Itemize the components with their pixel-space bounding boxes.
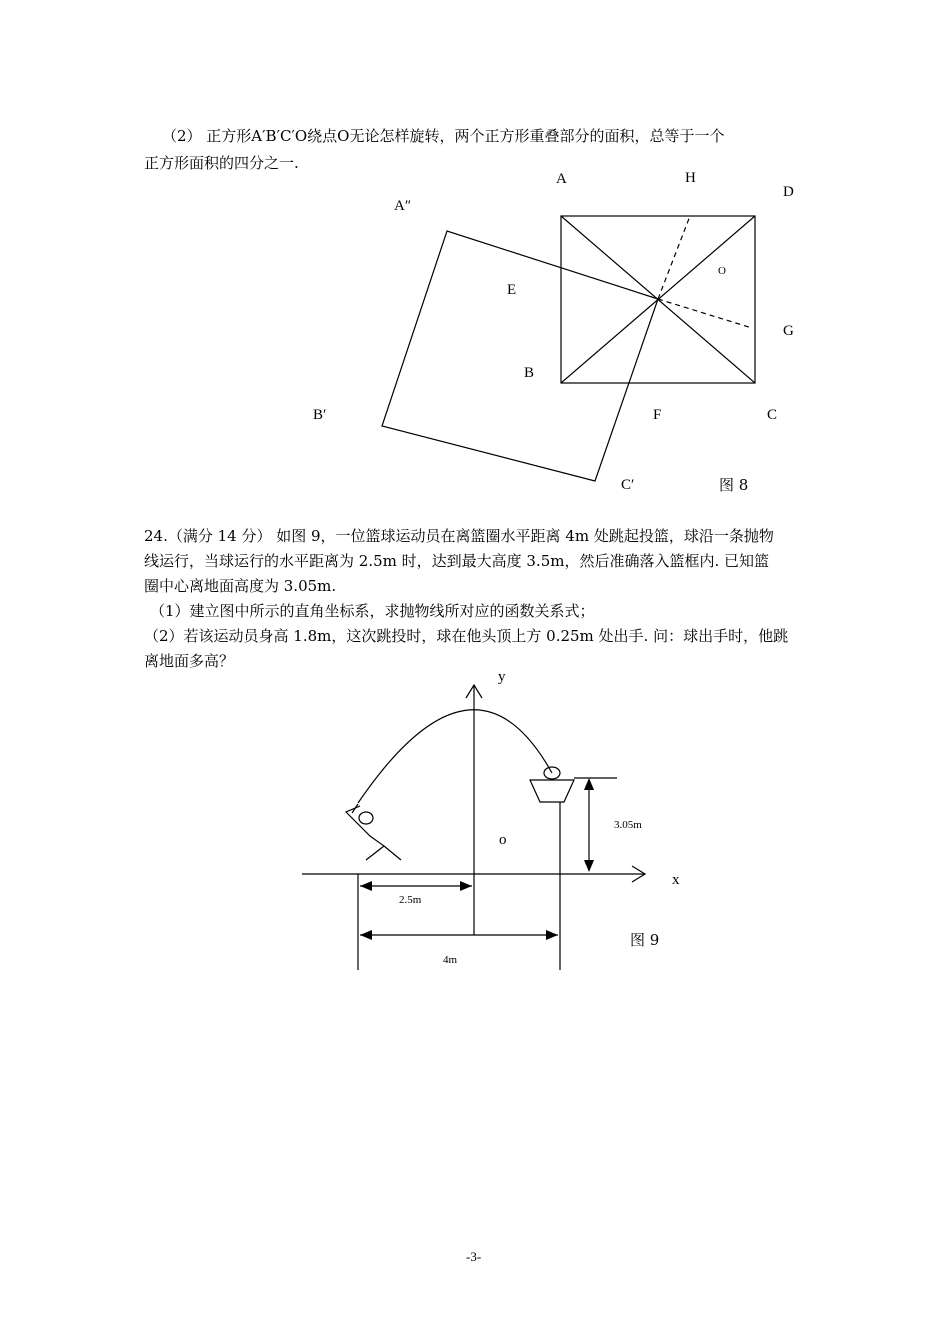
label-h: H bbox=[685, 170, 696, 186]
label-g: G bbox=[783, 323, 794, 339]
label-d: D bbox=[783, 184, 794, 200]
player-body bbox=[346, 806, 401, 860]
label-a-double-prime: A″ bbox=[394, 198, 412, 214]
label-e: E bbox=[507, 282, 517, 298]
q24-sub-2-line-1: （2）若该运动员身高 1.8m，这次跳投时，球在他头顶上方 0.25m 处出手. 问：球出手时，他跳 bbox=[144, 627, 789, 645]
label-c-prime: C′ bbox=[621, 477, 635, 493]
fig9-dist-2-5m-label: 2.5m bbox=[399, 894, 422, 906]
label-o: O bbox=[718, 265, 726, 277]
label-b: B bbox=[524, 365, 535, 381]
label-f: F bbox=[653, 407, 662, 423]
q24-line-2: 线运行，当球运行的水平距离为 2.5m 时，达到最大高度 3.5m，然后准确落入篮框内. 已知篮 bbox=[144, 552, 770, 570]
q24-line-3: 圈中心离地面高度为 3.05m. bbox=[144, 577, 337, 595]
part2-line-1: （2） 正方形A′B′C′O绕点O无论怎样旋转，两个正方形重叠部分的面积，总等于一个 bbox=[162, 127, 725, 145]
dim-2-5m-arrow-right bbox=[460, 881, 472, 891]
label-c: C bbox=[767, 407, 778, 423]
part2-line-2: 正方形面积的四分之一. bbox=[144, 154, 299, 172]
height-arrow-top bbox=[584, 778, 594, 790]
q24-sub-1: （1）建立图中所示的直角坐标系，求抛物线所对应的函数关系式； bbox=[150, 602, 595, 620]
page-number: -3- bbox=[466, 1249, 482, 1264]
q24-line-1: 24.（满分 14 分） 如图 9，一位篮球运动员在离篮圈水平距离 4m 处跳起投篮，球沿一条抛物 bbox=[144, 527, 774, 545]
basket bbox=[530, 780, 574, 802]
fig9-height-label: 3.05m bbox=[614, 819, 642, 831]
q24-sub-2-line-2: 离地面多高？ bbox=[144, 652, 235, 670]
label-a: A bbox=[556, 171, 567, 187]
dim-4m-arrow-left bbox=[360, 930, 372, 940]
dim-4m-arrow-right bbox=[546, 930, 558, 940]
label-b-prime: B′ bbox=[313, 407, 327, 423]
figure-9-caption: 图 9 bbox=[630, 931, 660, 949]
dim-2-5m-arrow-left bbox=[360, 881, 372, 891]
fig9-origin-label: o bbox=[499, 832, 507, 848]
figure-8-caption: 图 8 bbox=[719, 476, 749, 494]
fig9-y-label: y bbox=[498, 669, 506, 685]
player-head bbox=[359, 812, 373, 824]
fig9-x-label: x bbox=[672, 872, 680, 888]
ball-trajectory bbox=[358, 710, 552, 803]
height-arrow-bottom bbox=[584, 860, 594, 872]
fig9-dist-4m-label: 4m bbox=[443, 954, 458, 966]
